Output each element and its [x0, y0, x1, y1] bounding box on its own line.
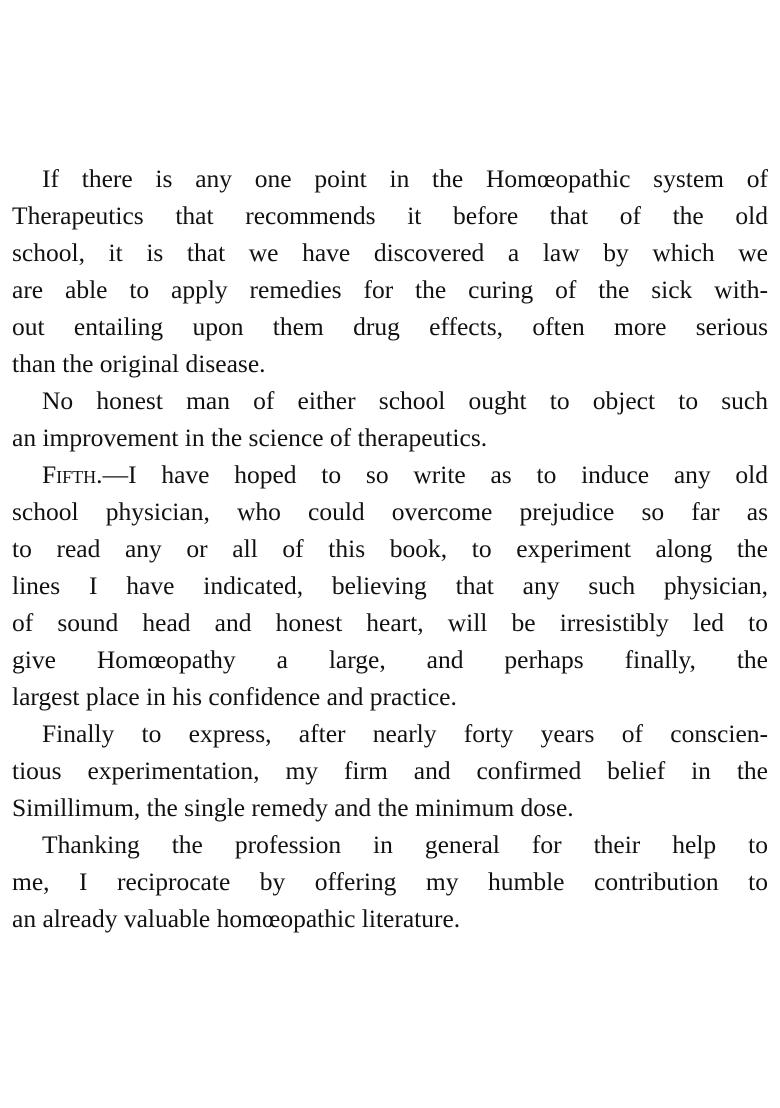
paragraph-fifth	[12, 456, 768, 715]
paragraph-honest-man	[12, 382, 768, 456]
text-line: Thanking the profession in general for their help to	[42, 830, 768, 859]
paragraph-finally	[12, 715, 768, 826]
text-line	[12, 456, 768, 493]
text-line: are able to apply remedies for the curing of the sick with-	[12, 275, 768, 304]
text-line: Simillimum, the single remedy and the minimum dose.	[12, 793, 574, 822]
text-line: me, I reciprocate by offering my humble contribution to	[12, 867, 768, 896]
text-line: of sound head and honest heart, will be irresistibly led to	[12, 608, 768, 637]
text-line: give Homœopathy a large, and perhaps finally, the	[12, 645, 768, 674]
text-line: If there is any one point in the Homœopathic system of	[42, 164, 768, 193]
text-line: Therapeutics that recommends it before that of the old	[12, 201, 768, 230]
text-line: Finally to express, after nearly forty years of conscien-	[42, 719, 768, 748]
text-line: lines I have indicated, believing that any such physician,	[12, 571, 768, 600]
text-line: out entailing upon them drug effects, often more serious	[12, 312, 768, 341]
paragraph-thanking	[12, 826, 768, 937]
text-line: an already valuable homœopathic literature.	[12, 904, 461, 933]
document-page	[12, 160, 768, 937]
text-line: an improvement in the science of therapeutics.	[12, 423, 488, 452]
section-lead-fifth: Fifth.	[42, 460, 103, 489]
paragraph-homoeopathic-law	[12, 160, 768, 382]
text-line: largest place in his confidence and practice.	[12, 682, 457, 711]
text-line: No honest man of either school ought to object to such	[42, 386, 768, 415]
text-fragment: —I have hoped to so write as to induce any old	[102, 460, 768, 489]
text-line: to read any or all of this book, to experiment along the	[12, 534, 768, 563]
text-line: school physician, who could overcome prejudice so far as	[12, 497, 768, 526]
text-line: school, it is that we have discovered a law by which we	[12, 238, 768, 267]
text-line: than the original disease.	[12, 349, 266, 378]
text-line: tious experimentation, my firm and confirmed belief in the	[12, 756, 768, 785]
